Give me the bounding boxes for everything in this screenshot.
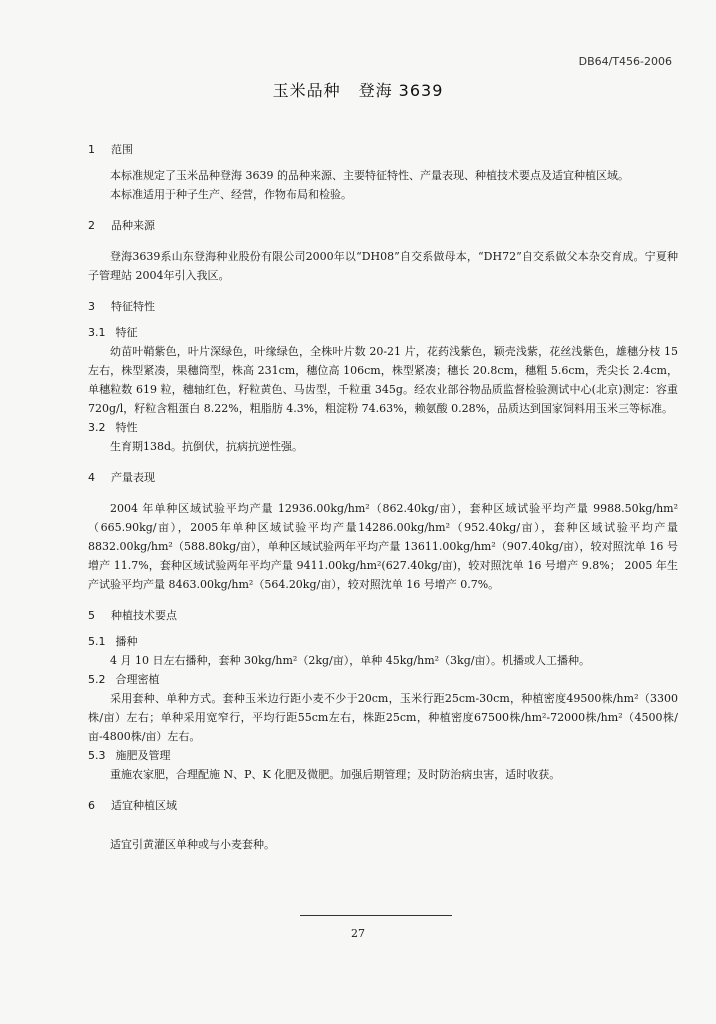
section-number: 4 xyxy=(88,471,95,484)
subsection-number: 3.1 xyxy=(88,326,106,339)
section-5-1-heading xyxy=(88,632,678,651)
section-number: 5 xyxy=(88,609,95,622)
section-3-1-heading xyxy=(88,323,678,342)
subsection-title: 合理密植 xyxy=(115,673,160,686)
section-2-paragraph-1: 登海3639系山东登海种业股份有限公司2000年以“DH08”自交系做母本，“DH72”自交系做父本杂交育成。宁夏种子管理站 2004年引入我区。 xyxy=(88,250,678,282)
subsection-number: 3.2 xyxy=(88,421,106,434)
section-3-2-paragraph: 生育期138d。抗倒伏，抗病抗逆性强。 xyxy=(110,440,304,453)
section-title: 产量表现 xyxy=(111,471,155,484)
subsection-title: 播种 xyxy=(115,635,138,648)
section-5-heading xyxy=(88,606,678,625)
section-5-3-heading xyxy=(88,746,678,765)
subsection-number: 5.1 xyxy=(88,635,106,648)
section-5-2-heading xyxy=(88,670,678,689)
section-1-heading xyxy=(88,140,678,159)
document-number: DB64/T456-2006 xyxy=(578,55,672,68)
section-number: 1 xyxy=(88,143,95,156)
subsection-title: 特征 xyxy=(115,326,138,339)
subsection-number: 5.2 xyxy=(88,673,106,686)
section-5-2-paragraph: 采用套种、单种方式。套种玉米边行距小麦不少于20cm，玉米行距25cm-30cm，种植密度49500株/hm²（3300株/亩）左右；单种采用宽窄行，平均行距55cm左右，株距25cm，种植密度67500株/hm²-72000株/hm²（4500株/亩-4800株/亩）左右。 xyxy=(88,692,678,743)
section-title: 特征特性 xyxy=(111,300,155,313)
section-3-1-paragraph: 幼苗叶鞘紫色，叶片深绿色，叶缘绿色，全株叶片数 20-21 片，花药浅紫色，颖壳浅紫，花丝浅紫色，雄穗分枝 15 左右，株型紧凑，果穗筒型，株高 231cm，穗位高 106cm，株型紧凑；穗长 20.8cm，穗粗 5.6cm，秃尖长 2.4cm，单穗粒数 619 粒，穗轴红色，籽粒黄色、马齿型，千粒重 345g。经农业部谷物品质监督检验测试中心(北京)测定：容重 720g/l，籽粒含粗蛋白 8.22%，粗脂肪 4.3%，粗淀粉 74.63%，赖氨酸 0.28%，品质达到国家饲料用玉米三等标准。 xyxy=(88,345,678,415)
title-part-name: 登海 3639 xyxy=(358,81,444,100)
section-1-paragraph-2: 本标准适用于种子生产、经营，作物布局和检验。 xyxy=(110,188,352,201)
section-6-heading xyxy=(88,796,678,815)
section-number: 2 xyxy=(88,219,95,232)
section-4-paragraph-1: 2004 年单种区域试验平均产量 12936.00kg/hm²（862.40kg/亩），套种区域试验平均产量 9988.50kg/hm²（665.90kg/亩），2005年单种区域试验平均产量14286.00kg/hm²（952.40kg/亩），套种区域试验平均产量 8832.00kg/hm²（588.80kg/亩），单种区域试验两年平均产量 13611.00kg/hm²（907.40kg/亩），较对照沈单 16 号增产 11.7%，套种区域试验两年平均产量 9411.00kg/hm²(627.40kg/亩)，较对照沈单 16 号增产 9.8%； 2005 年生产试验平均产量 8463.00kg/hm²（564.20kg/亩），较对照沈单 16 号增产 0.7%。 xyxy=(88,502,678,591)
section-3-2-heading xyxy=(88,418,678,437)
page-number: 27 xyxy=(351,927,365,940)
section-3-heading xyxy=(88,297,678,316)
section-title: 范围 xyxy=(111,143,133,156)
subsection-number: 5.3 xyxy=(88,749,106,762)
section-6-paragraph-1: 适宜引黄灌区单种或与小麦套种。 xyxy=(110,838,275,851)
section-number: 6 xyxy=(88,799,95,812)
section-number: 3 xyxy=(88,300,95,313)
section-title: 适宜种植区域 xyxy=(111,799,177,812)
section-4-heading xyxy=(88,468,678,487)
section-title: 种植技术要点 xyxy=(111,609,177,622)
document-body xyxy=(88,140,678,854)
section-5-3-paragraph: 重施农家肥，合理配施 N、P、K 化肥及微肥。加强后期管理；及时防治病虫害，适时收获。 xyxy=(110,768,561,781)
title-part-variety: 玉米品种 xyxy=(272,81,341,100)
section-1-paragraph-1: 本标准规定了玉米品种登海 3639 的品种来源、主要特征特性、产量表现、种植技术要点及适宜种植区域。 xyxy=(110,169,629,182)
footer-divider xyxy=(300,915,452,916)
document-title xyxy=(0,78,716,101)
section-5-1-paragraph: 4 月 10 日左右播种，套种 30kg/hm²（2kg/亩），单种 45kg/hm²（3kg/亩）。机播或人工播种。 xyxy=(110,654,590,667)
subsection-title: 特性 xyxy=(115,421,138,434)
section-title: 品种来源 xyxy=(111,219,155,232)
section-2-heading xyxy=(88,216,678,235)
subsection-title: 施肥及管理 xyxy=(115,749,171,762)
